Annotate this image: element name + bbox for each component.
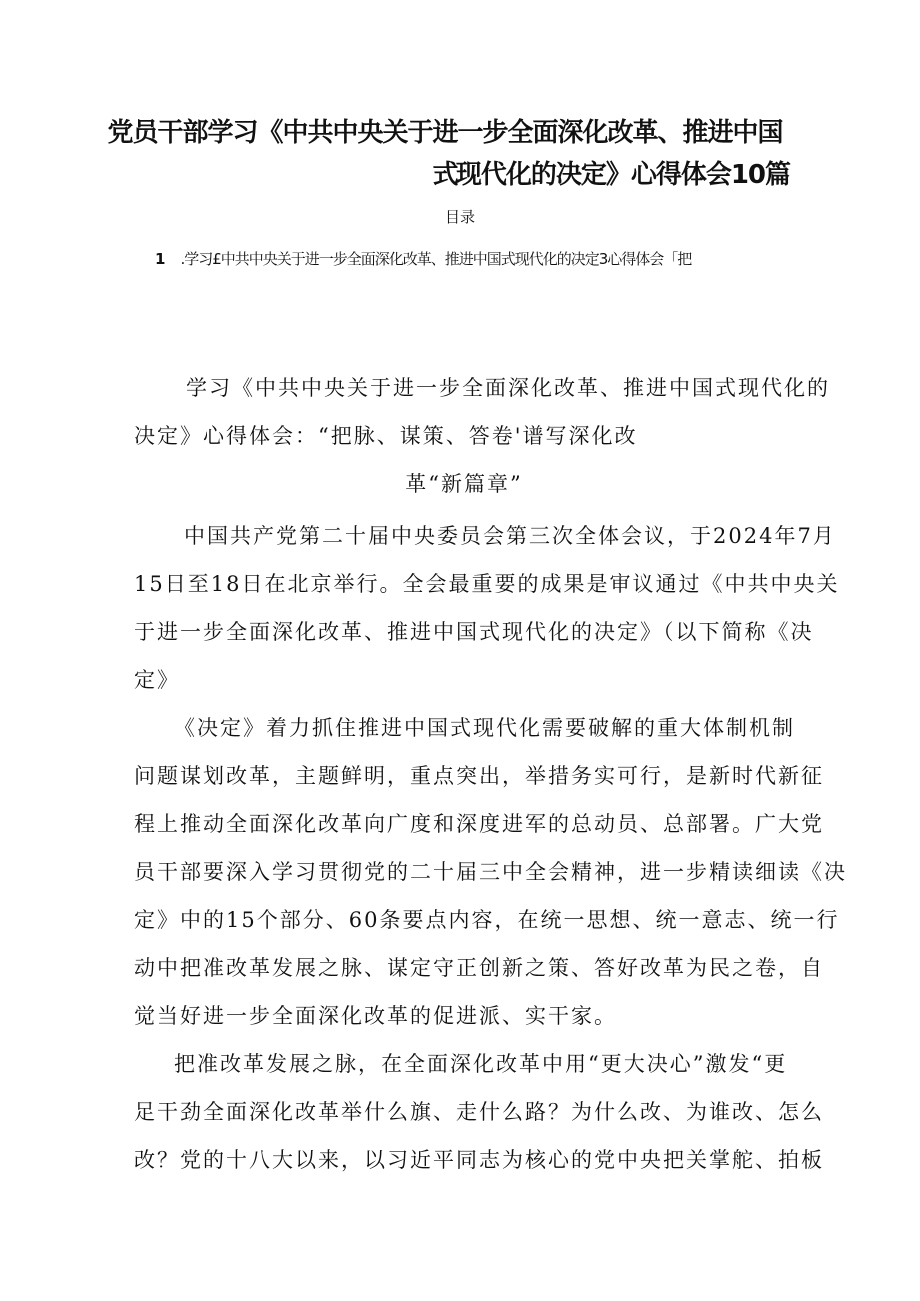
article-heading [134,364,830,508]
paragraph-line: 15日至18日在北京举行。全会最重要的成果是审议通过《中共中央关 [134,572,840,596]
article-heading-line: 革“新篇章” [405,472,523,496]
paragraph-line: 定》中的15个部分、60条要点内容，在统一思想、统一意志、统一行 [134,908,840,932]
paragraph-line: 程上推动全面深化改革向广度和深度进军的总动员、总部署。广大党 [134,812,824,836]
document-title-line-1: 党员干部学习《中共中央关于进一步全面深化改革、推进中国式 [107,118,783,190]
paragraph-line: 定》 [134,668,180,692]
article-heading-line: 学习《中共中央关于进一步全面深化改革、推进中国式现代化的 [186,376,830,400]
paragraph-line: 足干劲全面深化改革举什么旗、走什么路？为什么改、为谁改、怎么 [134,1100,824,1124]
toc-entry-text: .学习£中共中央关于进一步全面深化改革、推进中国式现代化的决定3心得体会「把 [180,250,692,268]
document-title-line-2: 现代化的决定》心得体会10篇 [455,160,790,190]
paragraph-line: 觉当好进一步全面深化改革的促进派、实干家。 [134,1004,617,1028]
paragraph-line: 于进一步全面深化改革、推进中国式现代化的决定》（以下简称《决 [134,620,814,644]
paragraph-line: 问题谋划改革，主题鲜明，重点突出，举措务实可行，是新时代新征 [134,764,824,788]
article-heading-line: 决定》心得体会：“把脉、谋策、答卷'谱写深化改 [134,424,638,448]
paragraph-3 [134,1040,824,1184]
paragraph-1 [134,512,840,704]
toc-heading: 目录 [444,208,475,226]
paragraph-line: 改？党的十八大以来，以习近平同志为核心的党中央把关掌舵、拍板 [134,1148,824,1172]
paragraph-line: 中国共产党第二十届中央委员会第三次全体会议，于2024年7月 [184,524,836,548]
paragraph-line: 《决定》着力抓住推进中国式现代化需要破解的重大体制机制 [174,716,795,740]
paragraph-line: 动中把准改革发展之脉、谋定守正创新之策、答好改革为民之卷，自 [134,956,824,980]
paragraph-2 [134,704,847,1040]
paragraph-line: 员干部要深入学习贯彻党的二十届三中全会精神，进一步精读细读《决 [134,860,847,884]
toc-entry-number: 1 [155,250,165,268]
toc-entry[interactable] [155,248,691,269]
paragraph-line: 把准改革发展之脉，在全面深化改革中用“更大决心”激发“更 [174,1052,788,1076]
